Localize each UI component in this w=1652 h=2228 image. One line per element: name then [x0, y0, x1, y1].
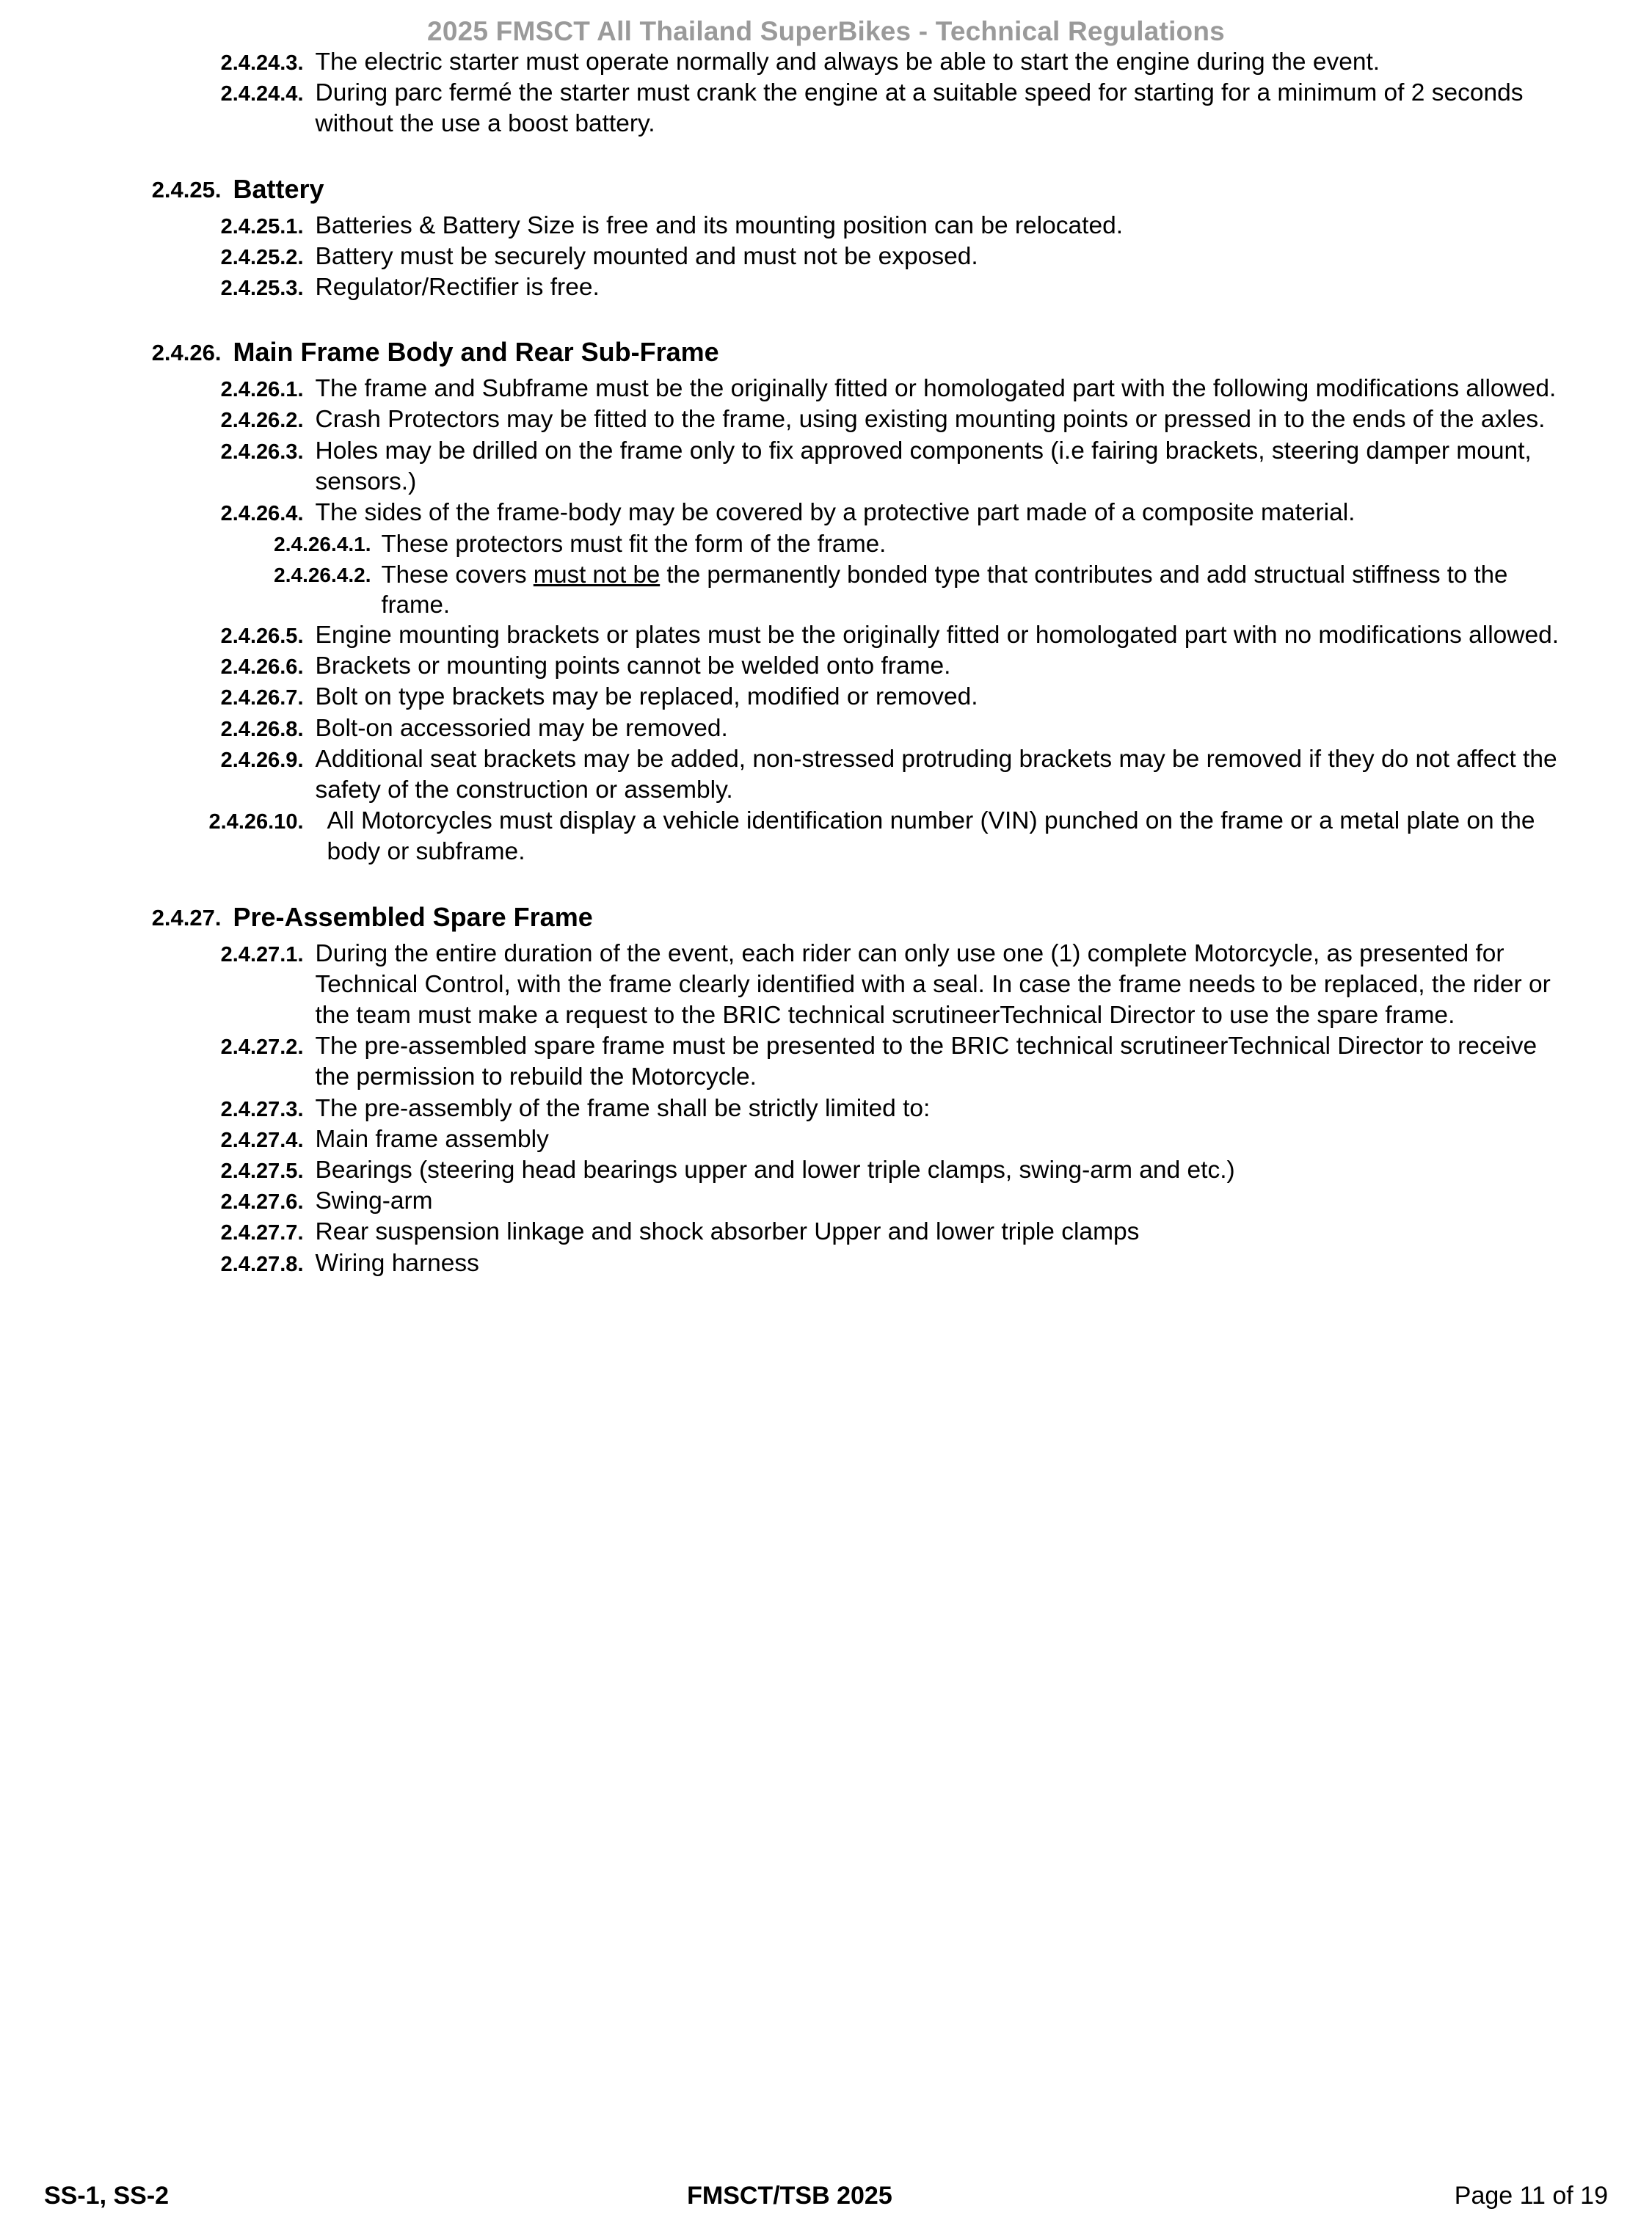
clause-number: 2.4.27.2.	[220, 1035, 304, 1060]
clause-2-4-26-4-1	[94, 528, 1575, 559]
clause-number: 2.4.27.6.	[220, 1190, 304, 1215]
clause-text: Battery must be securely mounted and must not be exposed.	[315, 242, 978, 270]
section-heading-2-4-25	[94, 174, 1575, 205]
clause-text: All Motorcycles must display a vehicle identification number (VIN) punched on the frame or a metal plate on the body or subframe.	[327, 807, 1535, 866]
clause-2-4-27-4	[94, 1124, 1575, 1155]
clause-text	[380, 559, 1575, 620]
clause-2-4-27-6	[94, 1186, 1575, 1217]
clause-text: Bolt-on accessoried may be removed.	[315, 714, 728, 742]
section-title: Pre-Assembled Spare Frame	[233, 901, 593, 932]
clause-text-underlined: must not be	[533, 560, 661, 588]
clause-2-4-27-1	[94, 939, 1575, 1032]
clause-2-4-24-4	[94, 78, 1575, 139]
page-footer	[0, 2182, 1652, 2210]
clause-2-4-25-3	[94, 272, 1575, 303]
clause-text: Swing-arm	[315, 1187, 433, 1215]
clause-number: 2.4.26.9.	[220, 748, 304, 772]
clause-number: 2.4.26.2.	[220, 409, 304, 433]
section-heading-2-4-27	[94, 902, 1575, 933]
clause-text: The sides of the frame-body may be covered by a protective part made of a composite material.	[315, 499, 1356, 527]
clause-text: Brackets or mounting points cannot be welded onto frame.	[315, 652, 951, 680]
clause-text: Bearings (steering head bearings upper and lower triple clamps, swing-arm and etc.)	[315, 1157, 1235, 1184]
clause-2-4-26-2	[94, 404, 1575, 435]
clause-2-4-27-7	[94, 1217, 1575, 1248]
section-number: 2.4.27.	[151, 904, 222, 931]
clause-2-4-26-8	[94, 713, 1575, 744]
clause-text-after: the permanently bonded type that contributes and add structual stiffness to the frame.	[381, 560, 1508, 619]
clause-text: The pre-assembled spare frame must be presented to the BRIC technical scrutineerTechnical Director to receive the permission to rebuild the Motorcycle.	[315, 1033, 1538, 1091]
clause-2-4-26-9	[94, 744, 1575, 806]
clause-2-4-26-5	[94, 620, 1575, 651]
clause-2-4-25-2	[94, 241, 1575, 272]
clause-number: 2.4.25.3.	[220, 277, 304, 301]
clause-number: 2.4.26.10.	[208, 810, 304, 834]
clause-number: 2.4.26.7.	[220, 686, 304, 710]
clause-text: Main frame assembly	[315, 1125, 549, 1153]
clause-text-before: These covers	[381, 560, 534, 588]
clause-2-4-27-2	[94, 1031, 1575, 1093]
clause-text: The electric starter must operate normally and always be able to start the engine during the event.	[315, 48, 1380, 76]
footer-page-number: Page 11 of 19	[1454, 2182, 1608, 2210]
clause-2-4-25-1	[94, 211, 1575, 241]
clause-number: 2.4.26.6.	[220, 655, 304, 680]
page-header: 2025 FMSCT All Thailand SuperBikes - Technical Regulations	[427, 16, 1225, 46]
clause-text: Holes may be drilled on the frame only to fix approved components (i.e fairing brackets, steering damper mount, sensors.)	[315, 437, 1532, 495]
clause-text: Bolt on type brackets may be replaced, modified or removed.	[315, 683, 978, 711]
clause-number: 2.4.27.3.	[220, 1097, 304, 1121]
clause-text: Rear suspension linkage and shock absorber Upper and lower triple clamps	[315, 1218, 1140, 1246]
clause-text: During the entire duration of the event, each rider can only use one (1) complete Motorcycle, as presented for Technical Control, with the frame clearly identified with a seal. In case the frame needs to be replaced, the rider or the team must make a request to the BRIC technical scrutineerTechnical Director to use the spare frame.	[315, 939, 1551, 1029]
clause-text: Wiring harness	[315, 1249, 479, 1277]
clause-text: Crash Protectors may be fitted to the frame, using existing mounting points or pressed in to the ends of the axles.	[315, 406, 1546, 434]
section-heading-2-4-26	[94, 337, 1575, 368]
clause-number: 2.4.26.4.2.	[274, 563, 371, 586]
clause-2-4-26-10	[94, 806, 1575, 867]
clause-number: 2.4.26.3.	[220, 440, 304, 464]
clause-number: 2.4.27.8.	[220, 1252, 304, 1276]
clause-2-4-27-5	[94, 1155, 1575, 1186]
clause-number: 2.4.26.5.	[220, 624, 304, 648]
clause-number: 2.4.25.2.	[220, 245, 304, 269]
clause-number: 2.4.26.4.1.	[274, 533, 371, 556]
clause-number: 2.4.27.4.	[220, 1128, 304, 1152]
footer-center: FMSCT/TSB 2025	[687, 2182, 892, 2210]
clause-text: The frame and Subframe must be the originally fitted or homologated part with the following modifications allowed.	[315, 375, 1557, 403]
section-title: Main Frame Body and Rear Sub-Frame	[233, 337, 719, 368]
clause-number: 2.4.24.3.	[220, 51, 304, 75]
clause-2-4-26-4-2	[94, 559, 1575, 620]
clause-2-4-26-7	[94, 682, 1575, 713]
clause-text: Batteries & Battery Size is free and its mounting position can be relocated.	[315, 211, 1124, 239]
clause-text: These protectors must fit the form of the frame.	[381, 530, 887, 558]
clause-text: Additional seat brackets may be added, non-stressed protruding brackets may be removed if they do not affect the safety of the construction or assembly.	[315, 745, 1557, 804]
clause-2-4-26-1	[94, 374, 1575, 404]
clause-number: 2.4.26.1.	[220, 378, 304, 402]
document-body	[56, 47, 1597, 1279]
clause-number: 2.4.27.1.	[220, 942, 304, 966]
clause-number: 2.4.27.7.	[220, 1221, 304, 1245]
clause-number: 2.4.26.8.	[220, 717, 304, 741]
clause-2-4-27-8	[94, 1248, 1575, 1279]
clause-text: During parc fermé the starter must crank the engine at a suitable speed for starting for a minimum of 2 seconds without the use a boost battery.	[315, 79, 1524, 138]
clause-number: 2.4.25.1.	[220, 214, 304, 239]
clause-number: 2.4.24.4.	[220, 82, 304, 106]
clause-text: Regulator/Rectifier is free.	[315, 274, 600, 302]
clause-2-4-26-4	[94, 498, 1575, 528]
clause-number: 2.4.26.4.	[220, 502, 304, 526]
clause-2-4-26-3	[94, 436, 1575, 498]
clause-2-4-26-6	[94, 651, 1575, 682]
section-number: 2.4.26.	[151, 340, 222, 366]
footer-left: SS-1, SS-2	[44, 2182, 170, 2210]
clause-2-4-27-3	[94, 1093, 1575, 1124]
clause-text: Engine mounting brackets or plates must be the originally fitted or homologated part with no modifications allowed.	[315, 621, 1560, 649]
clause-2-4-24-3	[94, 47, 1575, 78]
section-number: 2.4.25.	[151, 176, 222, 203]
clause-text: The pre-assembly of the frame shall be strictly limited to:	[315, 1094, 931, 1122]
clause-number: 2.4.27.5.	[220, 1159, 304, 1184]
section-title: Battery	[233, 173, 324, 204]
